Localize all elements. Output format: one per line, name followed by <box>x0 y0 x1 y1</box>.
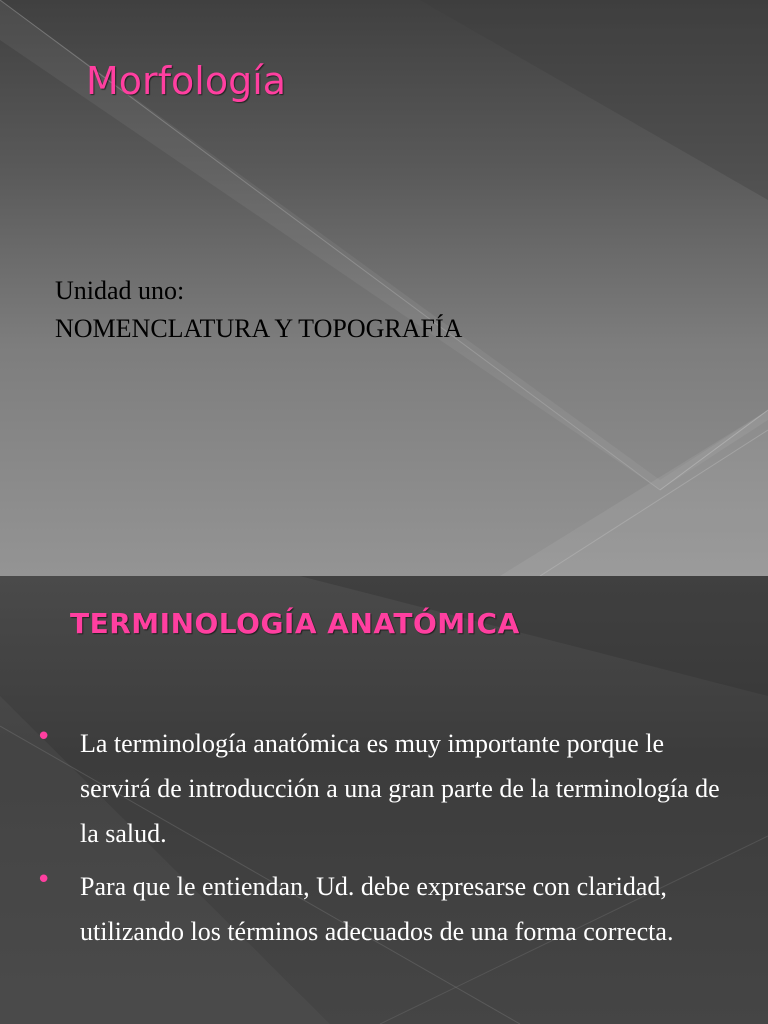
slide-title: Morfología <box>86 59 287 103</box>
bullet-text: Para que le entiendan, Ud. debe expresarse con claridad, utilizando los términos adecuados de una forma correcta. <box>80 872 674 946</box>
bullet-list <box>0 721 768 962</box>
bullet-item <box>0 721 768 856</box>
bullet-icon: • <box>36 865 52 895</box>
subtitle-line-topic: NOMENCLATURA Y TOPOGRAFÍA <box>55 314 463 343</box>
bullet-icon: • <box>36 722 52 752</box>
slide-title: TERMINOLOGÍA ANATÓMICA <box>70 607 520 640</box>
bullet-text: La terminología anatómica es muy importante porque le servirá de introducción a una gran parte de la terminología de la salud. <box>80 729 720 848</box>
subtitle-line-unit: Unidad uno: <box>55 276 185 305</box>
bullet-item <box>0 864 768 954</box>
slide-terminology <box>0 576 768 1024</box>
slide-subtitle <box>55 272 462 348</box>
